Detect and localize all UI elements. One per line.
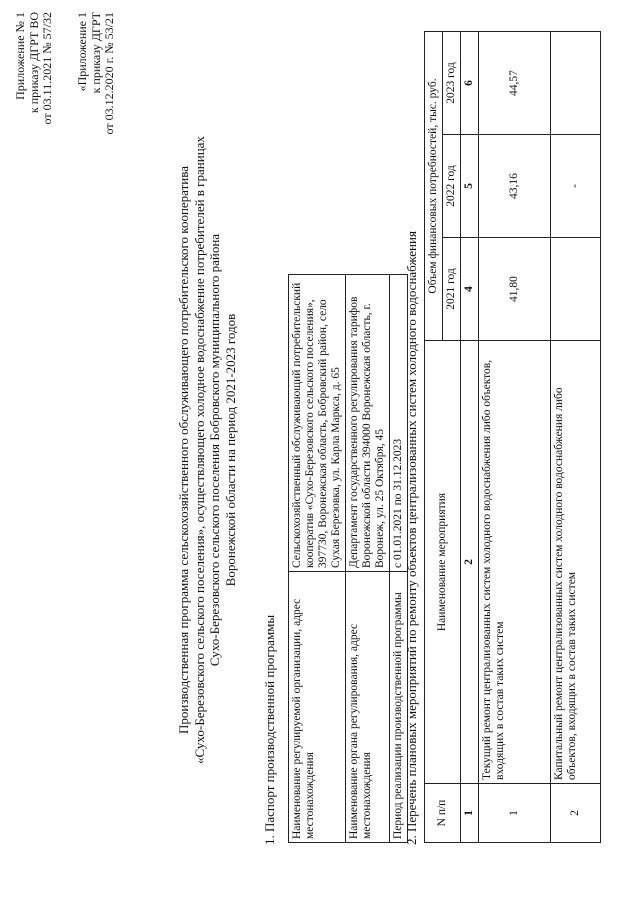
- plan-row-2021: 41,80: [479, 238, 551, 341]
- passport-row: [346, 275, 390, 843]
- colnum-cell: 2: [461, 341, 479, 784]
- appendix-current-line1: Приложение № 1: [13, 12, 27, 100]
- colnum-cell: 5: [461, 135, 479, 238]
- col-header-2023: 2023 год: [443, 32, 461, 135]
- plan-row-name: Капитальный ремонт централизованных систем холодного водоснабжения либо объектов, входящих в состав таких систем: [551, 341, 601, 784]
- program-title: [176, 55, 238, 845]
- title-line3: Сухо-Березовского сельского поселения Бобровского муниципального района: [207, 233, 222, 667]
- plan-row-2021: [551, 238, 601, 341]
- col-header-num: N п/п: [425, 784, 461, 843]
- plan-row-num: 2: [551, 784, 601, 843]
- appendix-previous-line3: от 03.12.2020 г. № 53/21: [102, 12, 116, 135]
- colnum-cell: 1: [461, 784, 479, 843]
- passport-row: [289, 275, 346, 843]
- passport-value: Департамент государственного регулирования тарифов Воронежской области 394000 Воронежская область, г. Воронеж, ул. 25 Октября, 45: [346, 275, 390, 572]
- passport-label: Наименование органа регулирования, адрес местонахождения: [346, 572, 390, 843]
- section1-heading: 1. Паспорт производственной программы: [262, 614, 277, 845]
- col-header-name: Наименование мероприятия: [425, 341, 461, 784]
- title-line1: Производственная программа сельскохозяйственного обслуживающего потребительского кооператива: [176, 166, 191, 734]
- colnum-cell: 6: [461, 32, 479, 135]
- title-line4: Воронежской области на период 2021-2023 годов: [222, 313, 238, 587]
- colnum-cell: 4: [461, 238, 479, 341]
- passport-label: Наименование регулируемой организации, адрес местонахождения: [289, 572, 346, 843]
- appendix-current-line2: к приказу ДГРТ ВО: [26, 12, 41, 114]
- passport-label: Период реализации производственной программы: [390, 572, 408, 843]
- plan-colnum-row: [461, 32, 479, 843]
- col-header-volume: Объем финансовых потребностей, тыс. руб.: [425, 32, 443, 341]
- plan-row-2023: 44,57: [479, 32, 551, 135]
- appendix-previous-line2: к приказу ДГРТ: [88, 12, 103, 94]
- title-line2: «Сухо-Березовского сельского поселения», осуществляющего холодное водоснабжение потребителей в границах: [191, 136, 207, 764]
- col-header-2022: 2022 год: [443, 135, 461, 238]
- plan-table: [424, 31, 601, 843]
- plan-row-name: Текущий ремонт централизованных систем холодного водоснабжения либо объектов, входящих в состав таких систем: [479, 341, 551, 784]
- col-header-2021: 2021 год: [443, 238, 461, 341]
- appendix-current: [14, 12, 55, 124]
- plan-row-2022: -: [551, 135, 601, 238]
- plan-row-2022: 43,16: [479, 135, 551, 238]
- appendix-previous: [76, 12, 117, 134]
- passport-value: Сельскохозяйственный обслуживающий потребительский кооператив «Сухо-Березовского сельского поселения», 397730, Воронежская область, Бобровский район, село Сухая Березовка, ул. Карла Маркса, д. 65: [289, 275, 346, 572]
- plan-row-2023: [551, 32, 601, 135]
- passport-value: с 01.01.2021 по 31.12.2023: [390, 275, 408, 572]
- plan-row-num: 1: [479, 784, 551, 843]
- plan-header-row: [425, 32, 443, 843]
- plan-row: [551, 32, 601, 843]
- appendix-previous-line1: «Приложение 1: [75, 12, 89, 92]
- appendix-current-line3: от 03.11.2021 № 57/32: [40, 12, 54, 125]
- plan-row: [479, 32, 551, 843]
- passport-table: [288, 274, 408, 843]
- section2-heading: 2. Перечень плановых мероприятий по ремонту объектов централизованных систем холодного водоснабжения: [404, 231, 419, 845]
